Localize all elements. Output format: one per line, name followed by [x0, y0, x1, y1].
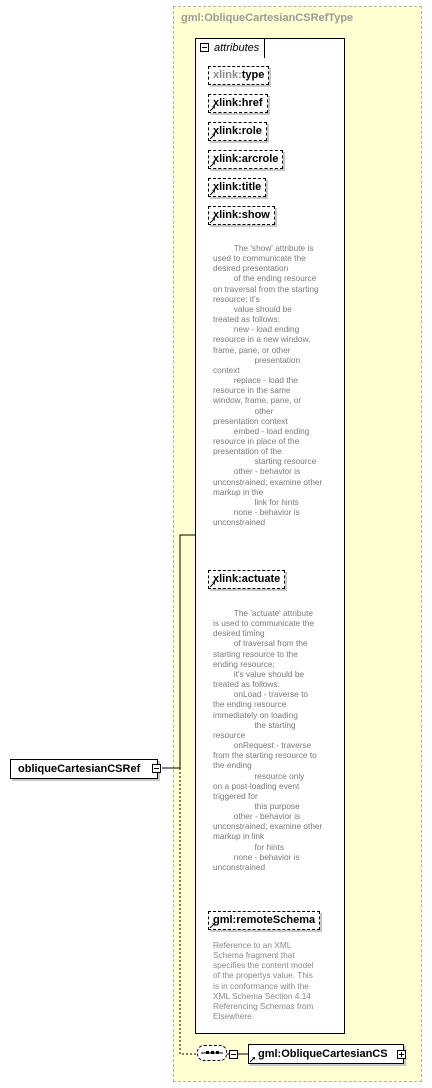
child-element[interactable]	[248, 1044, 404, 1064]
attribute-name: arcrole	[241, 153, 279, 165]
type-title: gml:ObliqueCartesianCSRefType	[181, 12, 354, 24]
root-element-name: obliqueCartesianCSRef	[18, 763, 141, 775]
reference-arrow-icon	[250, 1057, 255, 1062]
attributes-label: attributes	[214, 42, 260, 54]
attribute-prefix: xlink:	[213, 181, 242, 193]
child-element-name: gml:ObliqueCartesianCS	[258, 1048, 388, 1060]
attribute-prefix: gml:	[213, 914, 237, 926]
actuate-documentation: The 'actuate' attribute is used to communicate the desired timing of traversal from the starting resource to the ending resource; it's value should be treated as follows: onLoad - traverse to the ending resource immediately on loading the starting resource onRequest - traverse from the starting resource to the ending resource only on a post-loading event triggered for this purpose other - behavior is unconstrained; examine other markup in link for hints none - behavior is unconstrained	[213, 608, 323, 872]
collapse-minus-icon[interactable]	[229, 1050, 238, 1059]
attribute-prefix: xlink:	[213, 69, 242, 81]
show-documentation: The 'show' attribute is used to communicate the desired presentation of the ending resource on traversal from the starting resource; it's value should be treated as follows: new - load ending resource in a new window, frame, pane, or other presentation context replace - load the resource in the same window, frame, pane, or other presentation context embed - load ending resource in place of the presentation of the starting resource other - behavior is unconstrained; examine other markup in the link for hints none - behavior is unconstrained	[213, 243, 323, 528]
attribute-name: actuate	[241, 573, 281, 585]
attribute-prefix: xlink:	[213, 209, 242, 221]
attribute-name: show	[241, 209, 270, 221]
sequence-compositor[interactable]	[197, 1045, 227, 1061]
attribute-prefix: xlink:	[213, 125, 242, 137]
attribute-name: remoteSchema	[236, 914, 316, 926]
sequence-icon	[198, 1046, 226, 1060]
attribute-prefix: xlink:	[213, 573, 242, 585]
attribute-prefix: xlink:	[213, 97, 242, 109]
attribute-name: role	[241, 125, 262, 137]
collapse-minus-icon[interactable]	[152, 764, 161, 773]
attribute-name: title	[241, 181, 262, 193]
attribute-name: href	[241, 97, 263, 109]
remoteschema-documentation: Reference to an XML Schema fragment that specifies the content model of the propertys value. This is in conformance with the XML Schema Section 4.14 Referencing Schemas from Elsewhere.	[213, 940, 314, 1022]
attribute-prefix: xlink:	[213, 153, 242, 165]
attribute-name: type	[241, 69, 265, 81]
root-element[interactable]	[10, 759, 158, 779]
expand-plus-icon[interactable]	[397, 1050, 406, 1059]
